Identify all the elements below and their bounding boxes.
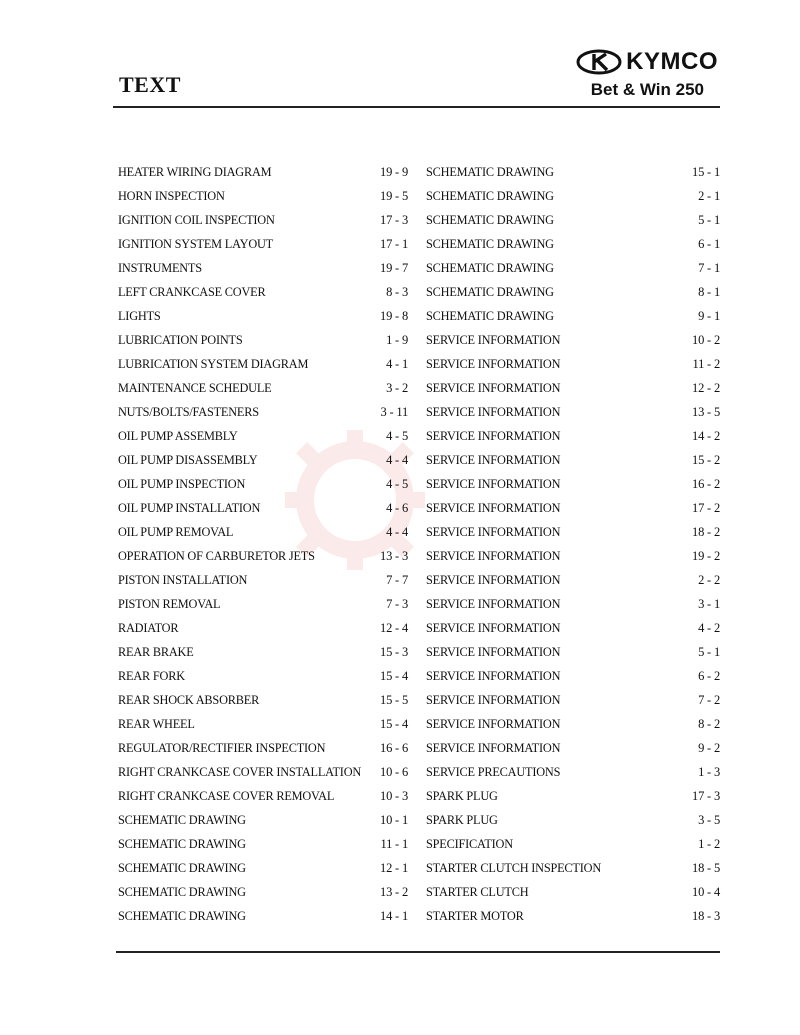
index-entry <box>118 736 408 760</box>
index-entry-page: 3 - 1 <box>698 596 720 611</box>
index-entry <box>118 568 408 592</box>
index-entry-page: 10 - 2 <box>692 332 720 347</box>
index-entry <box>426 184 720 208</box>
index-entry-page: 7 - 2 <box>698 692 720 707</box>
index-entry-page: 15 - 4 <box>380 716 408 731</box>
index-entry-title: IGNITION SYSTEM LAYOUT <box>118 236 273 251</box>
index-column-left <box>118 160 408 928</box>
index-entry-page: 18 - 2 <box>692 524 720 539</box>
index-entry <box>118 520 408 544</box>
index-entry-title: SERVICE INFORMATION <box>426 716 561 731</box>
index-entry-title: SERVICE INFORMATION <box>426 644 561 659</box>
index-entry-title: OIL PUMP INSPECTION <box>118 476 246 491</box>
index-entry <box>118 304 408 328</box>
index-entry-title: OPERATION OF CARBURETOR JETS <box>118 548 315 563</box>
index-entry <box>118 160 408 184</box>
index-entry <box>426 256 720 280</box>
index-entry-title: SERVICE INFORMATION <box>426 572 561 587</box>
index-entry-page: 5 - 1 <box>698 212 720 227</box>
index-entry-page: 4 - 1 <box>386 356 408 371</box>
index-entry-page: 2 - 1 <box>698 188 720 203</box>
index-entry-page: 9 - 2 <box>698 740 720 755</box>
index-entry-page: 8 - 1 <box>698 284 720 299</box>
index-entry <box>426 352 720 376</box>
index-entry-title: SCHEMATIC DRAWING <box>426 308 554 323</box>
index-entry-page: 4 - 4 <box>386 452 408 467</box>
model-name: Bet & Win 250 <box>590 80 704 99</box>
index-entry-title: PISTON INSTALLATION <box>118 572 248 587</box>
index-entry <box>118 664 408 688</box>
index-entry-page: 15 - 4 <box>380 668 408 683</box>
index-entry-page: 4 - 6 <box>386 500 408 515</box>
index-entry-title: SERVICE INFORMATION <box>426 428 561 443</box>
index-entry-title: LUBRICATION POINTS <box>118 332 243 347</box>
kymco-emblem-icon <box>576 49 622 75</box>
index-entry-page: 17 - 1 <box>380 236 408 251</box>
index-entry-title: SCHEMATIC DRAWING <box>426 236 554 251</box>
index-entry-title: SERVICE PRECAUTIONS <box>426 764 561 779</box>
index-entry-title: HORN INSPECTION <box>118 188 225 203</box>
index-entry <box>426 544 720 568</box>
index-entry <box>426 904 720 928</box>
index-entry <box>118 232 408 256</box>
index-entry <box>118 352 408 376</box>
index-entry-title: SCHEMATIC DRAWING <box>426 212 554 227</box>
index-entry <box>426 160 720 184</box>
index-entry-title: SERVICE INFORMATION <box>426 620 561 635</box>
index-entry-page: 3 - 5 <box>698 812 720 827</box>
index-entry <box>426 640 720 664</box>
index-entry-title: SERVICE INFORMATION <box>426 548 561 563</box>
index-entry <box>118 904 408 928</box>
index-entry-title: SERVICE INFORMATION <box>426 356 561 371</box>
index-entry-title: REAR FORK <box>118 668 185 683</box>
index-entry <box>118 640 408 664</box>
index-entry <box>426 400 720 424</box>
index-entry <box>426 568 720 592</box>
index-entry-title: RIGHT CRANKCASE COVER INSTALLATION <box>118 764 362 779</box>
index-entry-page: 3 - 11 <box>380 404 408 419</box>
index-entry <box>426 328 720 352</box>
index-entry-title: MAINTENANCE SCHEDULE <box>118 380 272 395</box>
index-entry <box>426 856 720 880</box>
index-entry-page: 19 - 2 <box>692 548 720 563</box>
index-entry-title: OIL PUMP ASSEMBLY <box>118 428 238 443</box>
index-entry-title: SERVICE INFORMATION <box>426 452 561 467</box>
index-entry <box>118 472 408 496</box>
index-entry-title: REAR SHOCK ABSORBER <box>118 692 260 707</box>
index-entry-page: 13 - 2 <box>380 884 408 899</box>
index-entry-page: 15 - 2 <box>692 452 720 467</box>
index-entry <box>426 424 720 448</box>
index-entry-page: 12 - 4 <box>380 620 408 635</box>
index-entry-title: SCHEMATIC DRAWING <box>426 164 554 179</box>
index-entry-page: 7 - 7 <box>386 572 408 587</box>
index-entry <box>426 760 720 784</box>
index-entry-title: LIGHTS <box>118 308 161 323</box>
index-entry-title: SCHEMATIC DRAWING <box>426 188 554 203</box>
index-entry-title: SERVICE INFORMATION <box>426 740 561 755</box>
brand-name: KYMCO <box>626 48 718 75</box>
index-entry-page: 19 - 7 <box>380 260 408 275</box>
index-entry-title: REGULATOR/RECTIFIER INSPECTION <box>118 740 326 755</box>
index-entry-page: 4 - 4 <box>386 524 408 539</box>
index-entry-page: 14 - 2 <box>692 428 720 443</box>
index-entry-title: SCHEMATIC DRAWING <box>118 812 246 827</box>
index-entry-page: 9 - 1 <box>698 308 720 323</box>
index-entry-page: 13 - 5 <box>692 404 720 419</box>
index-entry-title: LEFT CRANKCASE COVER <box>118 284 266 299</box>
index-entry-title: SERVICE INFORMATION <box>426 692 561 707</box>
index-entry-page: 18 - 5 <box>692 860 720 875</box>
index-entry <box>426 808 720 832</box>
index-entry-page: 10 - 4 <box>692 884 720 899</box>
index-entry-title: SPARK PLUG <box>426 812 498 827</box>
index-entry-page: 7 - 1 <box>698 260 720 275</box>
index-entry-page: 17 - 3 <box>692 788 720 803</box>
index-entry <box>118 376 408 400</box>
index-entry-page: 3 - 2 <box>386 380 408 395</box>
index-entry-page: 17 - 3 <box>380 212 408 227</box>
index-entry-title: SERVICE INFORMATION <box>426 500 561 515</box>
index-entry-page: 11 - 1 <box>380 836 408 851</box>
index-entry-page: 11 - 2 <box>692 356 720 371</box>
index-entry <box>118 208 408 232</box>
index-entry-page: 1 - 3 <box>698 764 720 779</box>
index-entry <box>118 448 408 472</box>
index-entry-title: RADIATOR <box>118 620 179 635</box>
footer-divider <box>116 951 720 953</box>
index-entry-page: 16 - 6 <box>380 740 408 755</box>
index-entry <box>426 496 720 520</box>
header-divider <box>113 106 720 108</box>
index-entry-title: SERVICE INFORMATION <box>426 380 561 395</box>
index-entry <box>426 232 720 256</box>
index-entry-title: OIL PUMP INSTALLATION <box>118 500 261 515</box>
index-entry <box>118 688 408 712</box>
index-entry-page: 13 - 3 <box>380 548 408 563</box>
index-entry <box>118 280 408 304</box>
index-entry-title: SERVICE INFORMATION <box>426 524 561 539</box>
brand-logo <box>576 48 718 76</box>
index-entry-title: INSTRUMENTS <box>118 260 202 275</box>
index-entry-title: RIGHT CRANKCASE COVER REMOVAL <box>118 788 335 803</box>
index-entry-page: 19 - 9 <box>380 164 408 179</box>
index-entry-title: HEATER WIRING DIAGRAM <box>118 164 272 179</box>
index-entry-title: SCHEMATIC DRAWING <box>118 836 246 851</box>
index-entry <box>118 184 408 208</box>
index-entry-page: 8 - 2 <box>698 716 720 731</box>
page-title: TEXT <box>119 72 181 97</box>
index-entry-title: SERVICE INFORMATION <box>426 332 561 347</box>
index-entry-page: 1 - 9 <box>386 332 408 347</box>
index-entry-title: NUTS/BOLTS/FASTENERS <box>118 404 259 419</box>
index-entry <box>118 592 408 616</box>
index-entry-title: SERVICE INFORMATION <box>426 668 561 683</box>
index-entry <box>118 544 408 568</box>
index-entry-page: 16 - 2 <box>692 476 720 491</box>
index-entry-page: 2 - 2 <box>698 572 720 587</box>
index-entry <box>118 424 408 448</box>
index-entry <box>426 616 720 640</box>
index-entry <box>118 400 408 424</box>
index-entry-title: STARTER CLUTCH INSPECTION <box>426 860 602 875</box>
index-entry-page: 19 - 5 <box>380 188 408 203</box>
index-entry-title: SERVICE INFORMATION <box>426 404 561 419</box>
index-entry <box>118 808 408 832</box>
index-entry <box>426 520 720 544</box>
index-entry <box>426 280 720 304</box>
index-entry-page: 12 - 2 <box>692 380 720 395</box>
index-entry-title: SCHEMATIC DRAWING <box>118 908 246 923</box>
index-entry-page: 14 - 1 <box>380 908 408 923</box>
index-entry-page: 10 - 6 <box>380 764 408 779</box>
index-entry-page: 4 - 5 <box>386 428 408 443</box>
index-entry-page: 15 - 1 <box>692 164 720 179</box>
index-entry-page: 4 - 2 <box>698 620 720 635</box>
index-entry-title: LUBRICATION SYSTEM DIAGRAM <box>118 356 309 371</box>
index-entry-title: SPECIFICATION <box>426 836 513 851</box>
index-entry-page: 7 - 3 <box>386 596 408 611</box>
index-entry-title: SERVICE INFORMATION <box>426 476 561 491</box>
index-entry-page: 5 - 1 <box>698 644 720 659</box>
index-entry-page: 17 - 2 <box>692 500 720 515</box>
index-entry-page: 6 - 2 <box>698 668 720 683</box>
index-entry-title: OIL PUMP DISASSEMBLY <box>118 452 258 467</box>
index-entry-page: 12 - 1 <box>380 860 408 875</box>
index-entry-page: 1 - 2 <box>698 836 720 851</box>
index-entry-title: IGNITION COIL INSPECTION <box>118 212 275 227</box>
index-entry-title: REAR BRAKE <box>118 644 194 659</box>
index-entry-title: SCHEMATIC DRAWING <box>118 860 246 875</box>
index-entry <box>426 712 720 736</box>
index-entry-title: SCHEMATIC DRAWING <box>118 884 246 899</box>
index-entry-page: 4 - 5 <box>386 476 408 491</box>
index-entry-page: 15 - 3 <box>380 644 408 659</box>
index-entry <box>426 304 720 328</box>
index-entry-page: 19 - 8 <box>380 308 408 323</box>
index-entry <box>118 856 408 880</box>
index-entry-title: REAR WHEEL <box>118 716 195 731</box>
index-entry <box>426 736 720 760</box>
index-entry <box>426 472 720 496</box>
index-entry <box>426 784 720 808</box>
index-entry <box>426 688 720 712</box>
index-entry <box>118 616 408 640</box>
index-entry <box>118 496 408 520</box>
index-entry-title: STARTER MOTOR <box>426 908 524 923</box>
index-entry-page: 18 - 3 <box>692 908 720 923</box>
index-entry-page: 10 - 3 <box>380 788 408 803</box>
index-entry <box>426 880 720 904</box>
index-entry <box>118 760 408 784</box>
index-entry-page: 6 - 1 <box>698 236 720 251</box>
index-entry-title: OIL PUMP REMOVAL <box>118 524 234 539</box>
index-entry <box>426 208 720 232</box>
index-entry <box>426 376 720 400</box>
index-entry <box>118 256 408 280</box>
index-entry-title: PISTON REMOVAL <box>118 596 221 611</box>
index-entry-page: 8 - 3 <box>386 284 408 299</box>
index-entry-title: SPARK PLUG <box>426 788 498 803</box>
index-entry-title: SERVICE INFORMATION <box>426 596 561 611</box>
index-entry <box>426 832 720 856</box>
index-entry <box>118 832 408 856</box>
index-entry <box>118 712 408 736</box>
index-entry-page: 10 - 1 <box>380 812 408 827</box>
index-entry-page: 15 - 5 <box>380 692 408 707</box>
index-entry <box>426 448 720 472</box>
index-entry <box>426 664 720 688</box>
index-entry <box>118 784 408 808</box>
index-column-right <box>426 160 720 928</box>
index-entry-title: STARTER CLUTCH <box>426 884 529 899</box>
index-entry <box>118 328 408 352</box>
index-entry-title: SCHEMATIC DRAWING <box>426 284 554 299</box>
index-entry <box>118 880 408 904</box>
index-entry <box>426 592 720 616</box>
index-entry-title: SCHEMATIC DRAWING <box>426 260 554 275</box>
